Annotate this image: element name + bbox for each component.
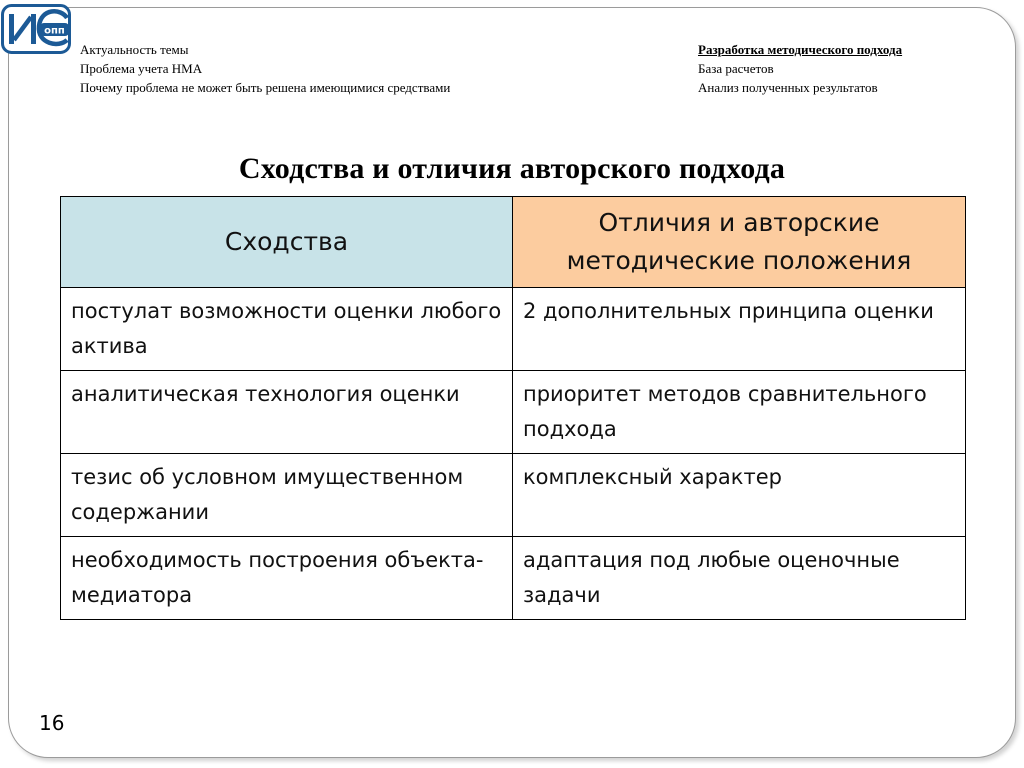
svg-text:опп: опп [44, 25, 65, 37]
nav-item-results-analysis[interactable]: Анализ полученных результатов [698, 80, 878, 95]
nav-left [80, 40, 450, 97]
nav-item-why-unsolvable[interactable]: Почему проблема не может быть решена имеющимися средствами [80, 80, 451, 95]
table-row [61, 537, 966, 620]
page-number: 16 [39, 711, 65, 735]
nav-item-nma-problem[interactable]: Проблема учета НМА [80, 61, 203, 76]
table-cell: 2 дополнительных принципа оценки [513, 288, 966, 371]
header-similarities: Сходства [61, 197, 513, 288]
table-cell: комплексный характер [513, 454, 966, 537]
table-row [61, 454, 966, 537]
io-opp-logo-icon [1, 4, 71, 54]
table-header-row [61, 197, 966, 288]
comparison-table [60, 196, 966, 620]
table-cell: постулат возможности оценки любого актива [61, 288, 513, 371]
nav-right [698, 40, 902, 97]
table-cell: необходимость построения объекта-медиатора [61, 537, 513, 620]
slide-title: Сходства и отличия авторского подхода [238, 152, 786, 185]
table-cell: адаптация под любые оценочные задачи [513, 537, 966, 620]
table-cell: приоритет методов сравнительного подхода [513, 371, 966, 454]
table-row [61, 371, 966, 454]
table-row [61, 288, 966, 371]
nav-item-calculation-base[interactable]: База расчетов [698, 61, 774, 76]
table-cell: аналитическая технология оценки [61, 371, 513, 454]
header-differences: Отличия и авторские методические положения [513, 197, 966, 288]
nav-item-method-development[interactable]: Разработка методического подхода [698, 42, 903, 57]
table-cell: тезис об условном имущественном содержании [61, 454, 513, 537]
nav-item-relevance[interactable]: Актуальность темы [80, 42, 189, 57]
